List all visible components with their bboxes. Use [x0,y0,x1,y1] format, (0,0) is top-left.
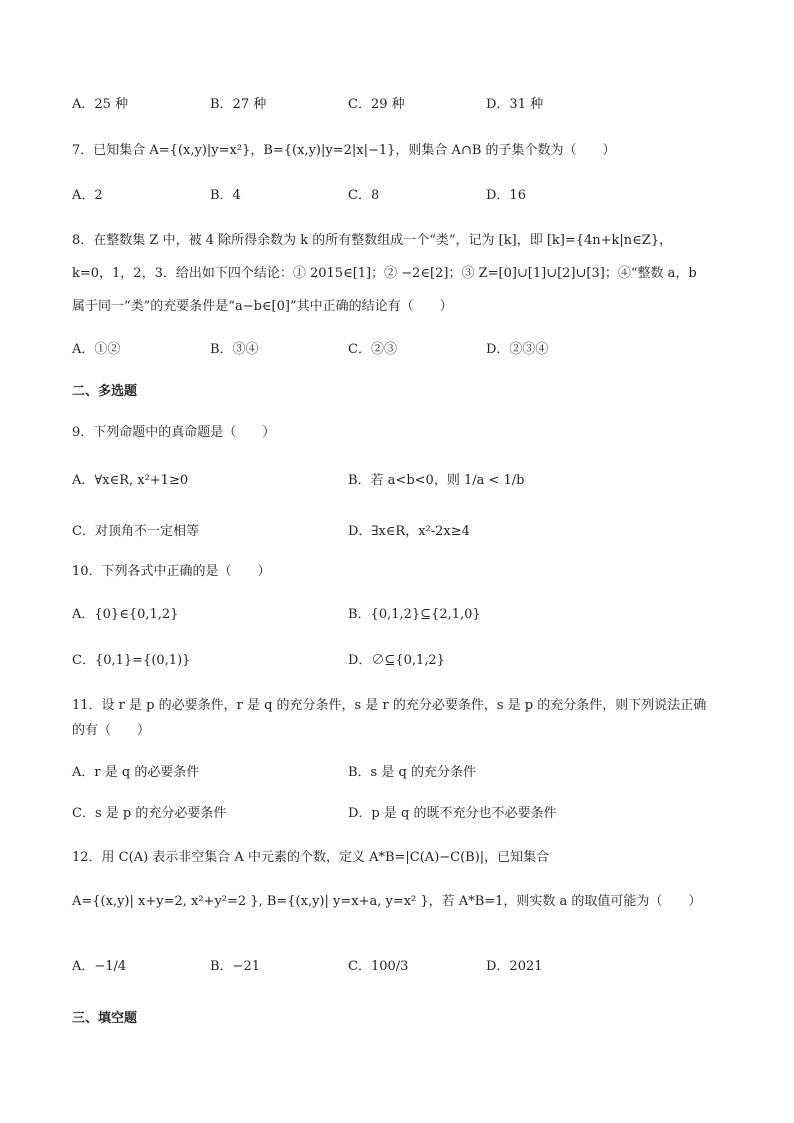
q9-stem: 9．下列命题中的真命题是（ ） [72,425,276,440]
q8-line-1: 8．在整数集 Z 中，被 4 除所得余数为 k 的所有整数组成一个“类”，记为 [k]，即 [k]={4n+k|n∈Z}， [72,233,673,248]
q12-line-2: A={(x,y)| x+y=2, x²+y²=2 }, B={(x,y)| y=x+a, y=x² }，若 A*B=1，则实数 a 的取值可能为（ ） [72,894,702,909]
q6-option-b: B．27 种 [210,97,267,112]
q9-option-b: B．若 a<b<0，则 1/a < 1/b [348,473,525,488]
q6-option-c: C．29 种 [348,97,405,112]
q6-option-d: D．31 种 [486,97,544,112]
q8-option-d: D．②③④ [486,342,549,357]
q7-option-a: A．2 [72,188,103,203]
q7-option-d: D．16 [486,188,526,203]
q12-option-d: D．2021 [486,959,543,974]
q10-option-a: A．{0}∈{0,1,2} [72,607,179,622]
q8-option-c: C．②③ [348,342,397,357]
q11-option-a: A．r 是 q 的必要条件 [72,765,200,780]
q7-option-c: C．8 [348,188,380,203]
q12-option-c: C．100/3 [348,959,409,974]
q8-option-a: A．①② [72,342,121,357]
q10-stem: 10．下列各式中正确的是（ ） [72,564,271,579]
q10-option-c: C．{0,1}={(0,1)} [72,653,191,668]
q9-option-a: A．∀x∈R, x²+1≥0 [72,473,189,488]
q9-option-c: C．对顶角不一定相等 [72,524,199,539]
q12-option-b: B．−21 [210,959,260,974]
q9-option-d: D．∃x∈R，x²-2x≥4 [348,524,470,539]
q11-line-2: 的有（ ） [72,723,151,738]
q8-option-b: B．③④ [210,342,259,357]
q10-option-b: B．{0,1,2}⊆{2,1,0} [348,607,481,622]
q8-line-3: 属于同一“类”的充要条件是“a−b∈[0]”其中正确的结论有（ ） [72,299,453,314]
q12-option-a: A．−1/4 [72,959,127,974]
section-heading-multiple-choice: 二、多选题 [72,384,138,399]
q11-option-b: B．s 是 q 的充分条件 [348,765,476,780]
q8-line-2: k=0，1，2，3．给出如下四个结论：① 2015∈[1]；② −2∈[2]；③ Z=[0]∪[1]∪[2]∪[3]；④“整数 a，b [72,266,697,281]
q11-option-c: C．s 是 p 的充分必要条件 [72,806,227,821]
q11-line-1: 11．设 r 是 p 的必要条件，r 是 q 的充分条件，s 是 r 的充分必要条件，s 是 p 的充分条件，则下列说法正确 [72,698,707,713]
q7-stem: 7．已知集合 A={(x,y)|y=x²}，B={(x,y)|y=2|x|−1}，则集合 A∩B 的子集个数为（ ） [72,143,616,158]
q11-option-d: D．p 是 q 的既不充分也不必要条件 [348,806,557,821]
q7-option-b: B．4 [210,188,241,203]
q10-option-d: D．∅⊆{0,1,2} [348,653,445,668]
section-heading-fill-in: 三、填空题 [72,1011,138,1026]
q12-line-1: 12．用 C(A) 表示非空集合 A 中元素的个数，定义 A*B=|C(A)−C(B)|，已知集合 [72,850,550,865]
q6-option-a: A．25 种 [72,97,129,112]
